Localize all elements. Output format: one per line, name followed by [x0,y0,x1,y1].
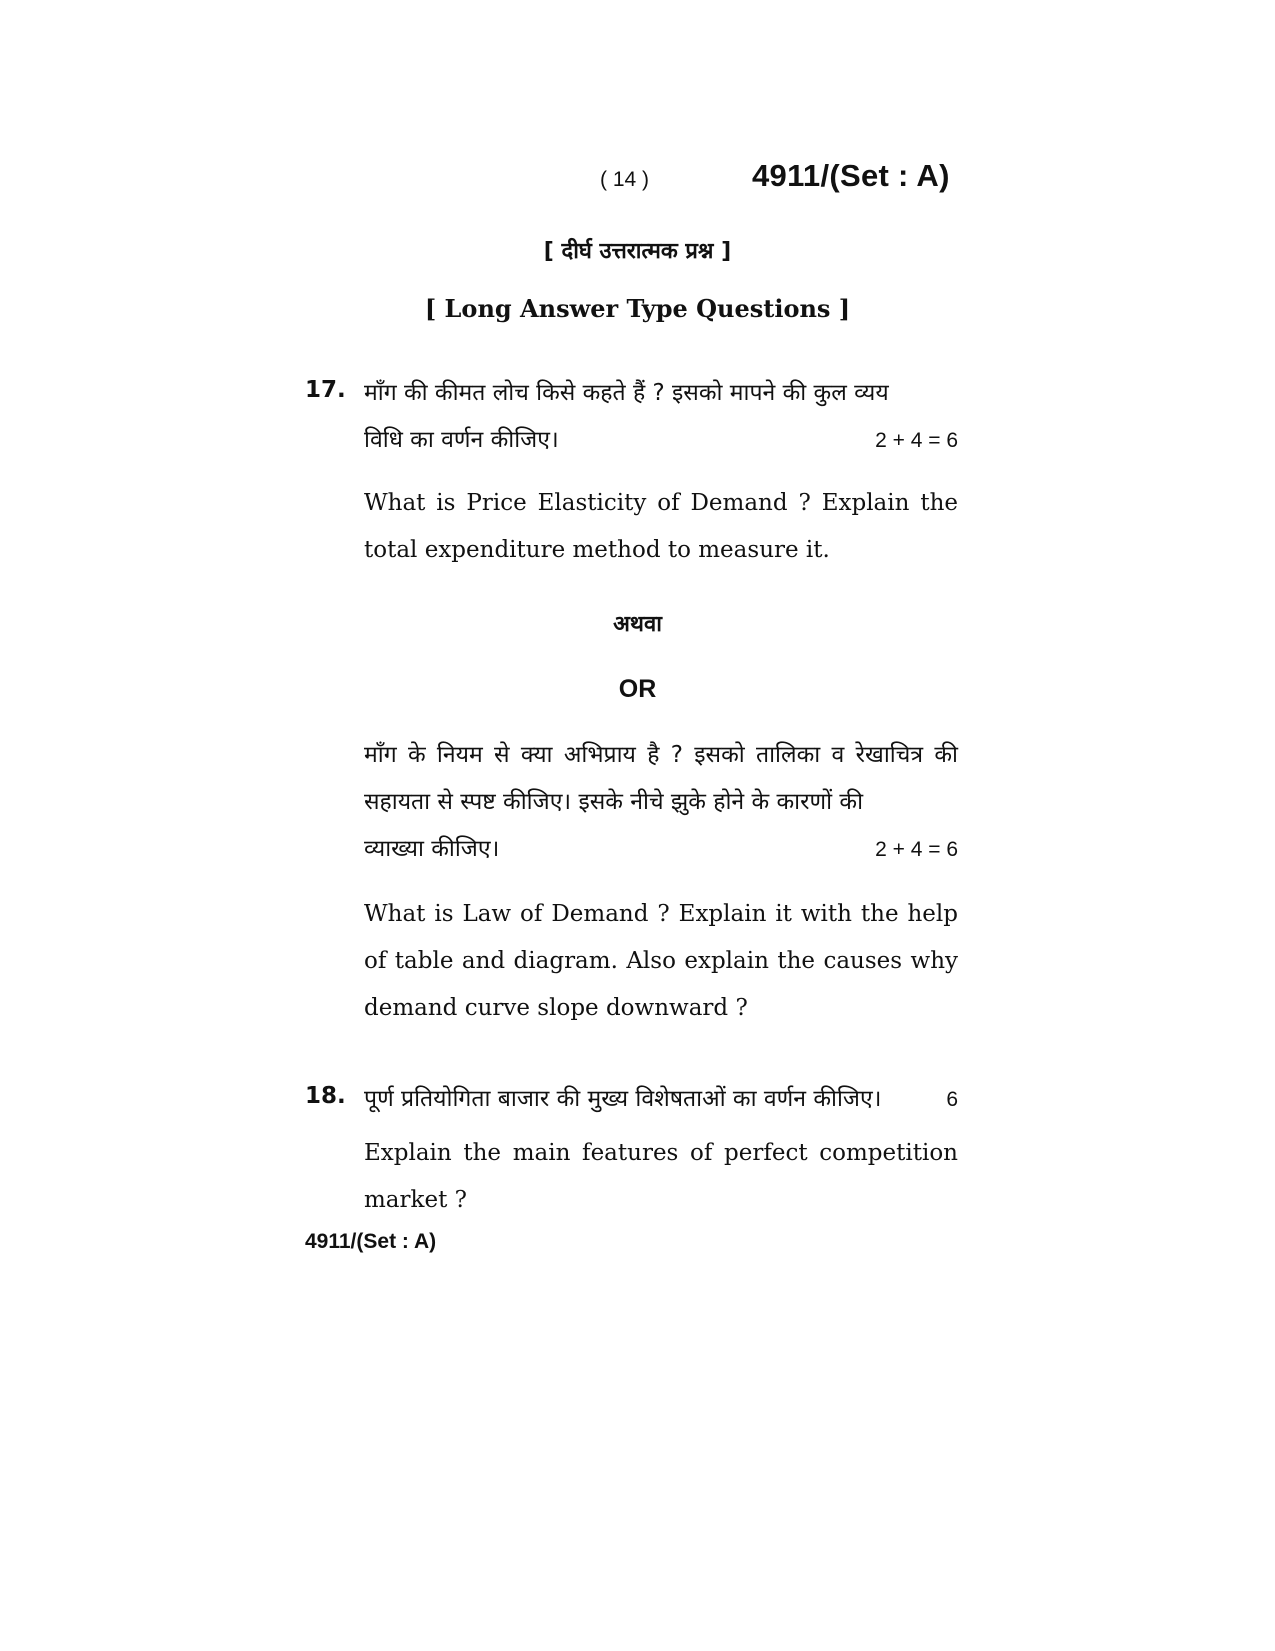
paper-code-header: 4911/(Set : A) [752,158,950,193]
question-18-hindi: पूर्ण प्रतियोगिता बाजार की मुख्य विशेषताओं का वर्णन कीजिए। [364,1086,882,1112]
question-17-hindi-line2: विधि का वर्णन कीजिए। [364,427,559,453]
question-17-alt-hindi-line3: व्याख्या कीजिए। [364,836,500,862]
page-number: ( 14 ) [600,168,650,191]
question-17-hindi-line1: माँग की कीमत लोच किसे कहते हैं ? इसको मापने की कुल व्यय [364,380,889,406]
or-english: OR [618,675,657,703]
question-17-alt-hindi: माँग के नियम से क्या अभिप्राय है ? इसको तालिका व रेखाचित्र की सहायता से स्पष्ट कीजिए। इसके नीचे झुके होने के कारणों की [364,742,958,815]
section-title-english: [ Long Answer Type Questions ] [424,294,851,323]
question-17-hindi-row2 [364,417,958,464]
question-17-alt-english: What is Law of Demand ? Explain it with the help of table and diagram. Also explain the causes why demand curve slope downward ? [364,901,958,1021]
question-17-alt-marks: 2 + 4 = 6 [875,838,958,861]
question-18-english: Explain the main features of perfect competition market ? [364,1140,958,1213]
paper-code-footer: 4911/(Set : A) [305,1230,437,1253]
section-title-hindi: [ दीर्घ उत्तरात्मक प्रश्न ] [543,239,732,264]
question-18-hindi-row [364,1076,958,1123]
question-18-number: 18. [305,1083,346,1109]
question-17-english: What is Price Elasticity of Demand ? Explain the total expenditure method to measure it. [364,490,958,563]
or-hindi: अथवा [613,612,662,637]
question-18-marks: 6 [946,1088,958,1111]
question-17-number: 17. [305,377,346,403]
question-17-marks: 2 + 4 = 6 [875,429,958,452]
question-17-alt-hindi-row3 [364,826,958,873]
